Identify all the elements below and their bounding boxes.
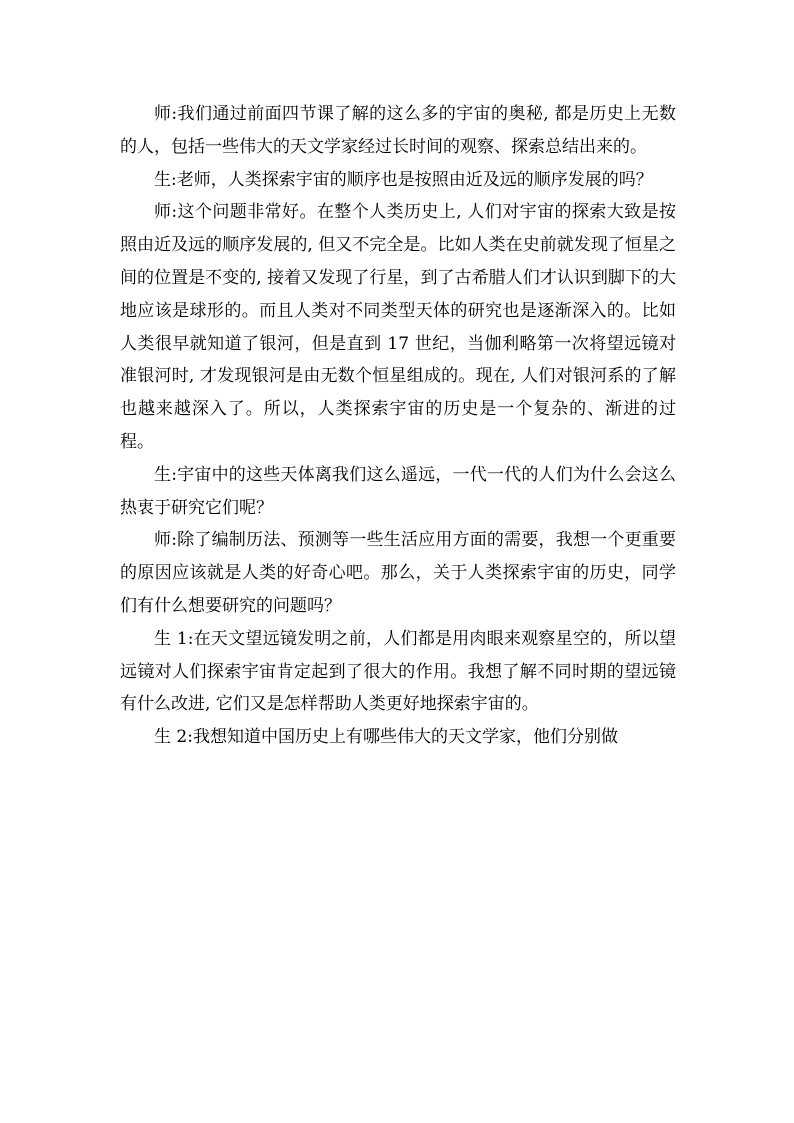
paragraph-student-1: 生:老师，人类探索宇宙的顺序也是按照由近及远的顺序发展的吗？ bbox=[154, 169, 653, 190]
paragraph-student-3: 生 1:在天文望远镜发明之前，人们都是用肉眼来观察星空的，所以望远镜对人们探索宇宙肯定起到了很大的作用。我想了解不同时期的望远镜有什么改进, 它们又是怎样帮助人类更好地探索宇宙的。 bbox=[120, 628, 676, 715]
paragraph-teacher-1: 师:我们通过前面四节课了解的这么多的宇宙的奥秘, 都是历史上无数的人，包括一些伟大的天文学家经过长时间的观察、探索总结出来的。 bbox=[120, 104, 676, 157]
paragraph-student-4: 生 2:我想知道中国历史上有哪些伟大的天文学家，他们分别做 bbox=[154, 727, 618, 748]
paragraph-teacher-2: 师:这个问题非常好。在整个人类历史上, 人们对宇宙的探索大致是按照由近及远的顺序发展的, 但又不完全是。比如人类在史前就发现了恒星之间的位置是不变的, 接着又发现了行星，到了古希腊人们才认识到脚下的大地应该是球形的。而且人类对不同类型天体的研究也是逐渐深入的。比如人类很早就知道了银河，但是直到 17 世纪，当伽利略第一次将望远镜对准银河时, 才发现银河是由无数个恒星组成的。现在, 人们对银河系的了解也越来越深入了。所以，人类探索宇宙的历史是一个复杂的、渐进的过程。 bbox=[120, 202, 676, 452]
paragraph-student-2: 生:宇宙中的这些天体离我们这么遥远，一代一代的人们为什么会这么热衷于研究它们呢？ bbox=[120, 464, 676, 518]
paragraph-teacher-3: 师:除了编制历法、预测等一些生活应用方面的需要，我想一个更重要的原因应该就是人类的好奇心吧。那么，关于人类探索宇宙的历史，同学们有什么想要研究的问题吗？ bbox=[120, 530, 676, 616]
document-body bbox=[120, 98, 676, 754]
